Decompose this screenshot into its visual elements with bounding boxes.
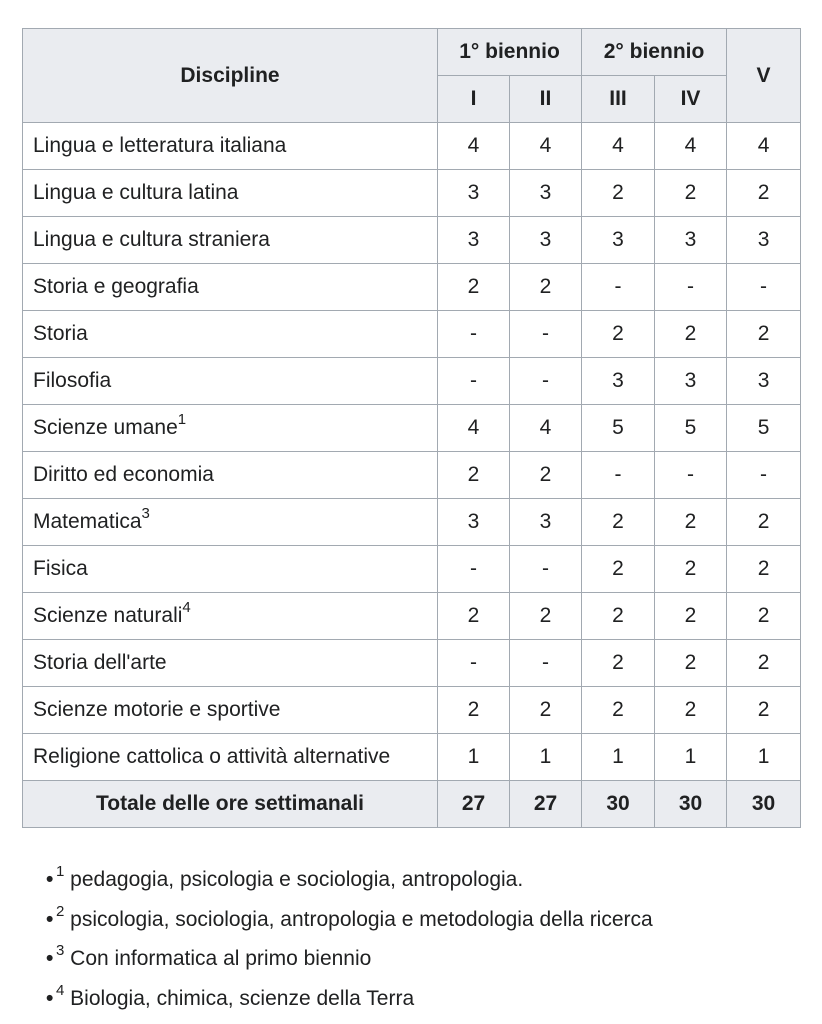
hours-cell: - [510, 640, 582, 687]
hours-cell: 2 [582, 593, 655, 640]
footnote-ref[interactable]: 4 [182, 599, 191, 616]
hours-cell: 2 [582, 687, 655, 734]
discipline-name: Lingua e cultura straniera [33, 228, 270, 251]
hours-cell: - [438, 640, 510, 687]
table-row [23, 217, 801, 264]
table-row [23, 358, 801, 405]
hours-cell: 4 [727, 123, 801, 170]
hours-cell: 4 [582, 123, 655, 170]
table-body [23, 123, 801, 781]
hours-cell: - [727, 452, 801, 499]
header-year-4: IV [655, 76, 727, 123]
discipline-cell [23, 499, 438, 546]
discipline-name: Religione cattolica o attività alternative [33, 745, 391, 768]
header-year-1: I [438, 76, 510, 123]
discipline-name: Scienze motorie e sportive [33, 698, 281, 721]
discipline-name: Storia [33, 322, 88, 345]
hours-cell: 2 [438, 264, 510, 311]
discipline-cell [23, 264, 438, 311]
discipline-cell [23, 405, 438, 452]
bullet-icon: • [46, 868, 54, 891]
discipline-name: Lingua e cultura latina [33, 181, 239, 204]
discipline-name: Lingua e letteratura italiana [33, 134, 287, 157]
hours-cell: 3 [727, 358, 801, 405]
hours-cell: 3 [655, 217, 727, 264]
hours-cell: 2 [727, 546, 801, 593]
total-value: 27 [438, 781, 510, 828]
total-value: 30 [727, 781, 801, 828]
hours-cell: 5 [582, 405, 655, 452]
hours-cell: 2 [510, 264, 582, 311]
table-row [23, 640, 801, 687]
hours-cell: 2 [582, 311, 655, 358]
discipline-cell [23, 640, 438, 687]
header-year-3: III [582, 76, 655, 123]
total-value: 30 [582, 781, 655, 828]
discipline-name: Scienze umane [33, 416, 178, 439]
hours-cell: 3 [582, 217, 655, 264]
hours-cell: - [655, 452, 727, 499]
table-row [23, 687, 801, 734]
footnote-ref[interactable]: 3 [141, 505, 150, 522]
hours-cell: 2 [655, 687, 727, 734]
hours-cell: 2 [582, 170, 655, 217]
hours-cell: 3 [438, 499, 510, 546]
hours-cell: 2 [727, 687, 801, 734]
table-row [23, 499, 801, 546]
header-year-2: II [510, 76, 582, 123]
curriculum-table [22, 28, 801, 828]
footnote-ref[interactable]: 1 [177, 411, 187, 428]
hours-cell: - [582, 264, 655, 311]
discipline-cell [23, 123, 438, 170]
discipline-name: Filosofia [33, 369, 112, 392]
discipline-name: Scienze naturali [33, 604, 183, 627]
hours-cell: 2 [727, 640, 801, 687]
discipline-name: Storia e geografia [33, 275, 199, 298]
table-row [23, 452, 801, 499]
hours-cell: 2 [510, 687, 582, 734]
footnote-number: 1 [56, 863, 65, 880]
hours-cell: 1 [582, 734, 655, 781]
table-row [23, 311, 801, 358]
hours-cell: 3 [438, 217, 510, 264]
table-row [23, 546, 801, 593]
hours-cell: - [438, 311, 510, 358]
hours-cell: 2 [438, 593, 510, 640]
footnote-text: psicologia, sociologia, antropologia e metodologia della ricerca [64, 907, 653, 931]
hours-cell: 4 [438, 405, 510, 452]
hours-cell: 2 [438, 687, 510, 734]
discipline-name: Diritto ed economia [33, 463, 214, 486]
bullet-icon: • [46, 907, 54, 931]
total-label: Totale delle ore settimanali [23, 781, 438, 828]
hours-cell: 2 [727, 311, 801, 358]
header-biennio-1: 1° biennio [438, 29, 582, 76]
discipline-cell [23, 311, 438, 358]
discipline-cell [23, 687, 438, 734]
hours-cell: 4 [655, 123, 727, 170]
hours-cell: - [438, 358, 510, 405]
table-row [23, 593, 801, 640]
hours-cell: 2 [655, 593, 727, 640]
discipline-cell [23, 734, 438, 781]
hours-cell: - [510, 546, 582, 593]
hours-cell: 3 [510, 170, 582, 217]
hours-cell: 3 [438, 170, 510, 217]
hours-cell: 4 [438, 123, 510, 170]
hours-cell: - [510, 311, 582, 358]
bullet-icon: • [46, 986, 54, 1010]
hours-cell: 2 [582, 546, 655, 593]
table-row [23, 170, 801, 217]
hours-cell: 1 [510, 734, 582, 781]
footnote-item [46, 862, 653, 902]
hours-cell: 3 [510, 499, 582, 546]
discipline-name: Fisica [33, 557, 88, 580]
hours-cell: 2 [655, 311, 727, 358]
table-row [23, 734, 801, 781]
total-row [23, 781, 801, 828]
footnote-number: 4 [56, 981, 65, 999]
discipline-cell [23, 217, 438, 264]
hours-cell: - [438, 546, 510, 593]
hours-cell: - [582, 452, 655, 499]
hours-cell: 3 [655, 358, 727, 405]
hours-cell: 1 [438, 734, 510, 781]
hours-cell: 2 [727, 499, 801, 546]
hours-cell: 2 [510, 452, 582, 499]
discipline-cell [23, 546, 438, 593]
table-row [23, 405, 801, 452]
footnote-item [46, 902, 653, 942]
hours-cell: 2 [727, 170, 801, 217]
hours-cell: 2 [655, 546, 727, 593]
discipline-cell [23, 170, 438, 217]
footnote-text: Con informatica al primo biennio [64, 947, 372, 970]
header-discipline: Discipline [23, 29, 438, 123]
footnote-number: 3 [56, 942, 65, 959]
hours-cell: 2 [727, 593, 801, 640]
hours-cell: 1 [655, 734, 727, 781]
hours-cell: - [727, 264, 801, 311]
hours-cell: 1 [727, 734, 801, 781]
discipline-cell [23, 358, 438, 405]
hours-cell: 5 [727, 405, 801, 452]
header-year-5: V [727, 29, 801, 123]
hours-cell: 4 [510, 123, 582, 170]
table-row [23, 123, 801, 170]
bullet-icon: • [46, 947, 54, 970]
hours-cell: - [510, 358, 582, 405]
hours-cell: 2 [655, 640, 727, 687]
discipline-cell [23, 452, 438, 499]
total-value: 27 [510, 781, 582, 828]
total-value: 30 [655, 781, 727, 828]
hours-cell: 2 [655, 499, 727, 546]
hours-cell: - [655, 264, 727, 311]
footnote-item [46, 941, 653, 981]
hours-cell: 4 [510, 405, 582, 452]
table-row [23, 264, 801, 311]
hours-cell: 3 [727, 217, 801, 264]
footnote-item [46, 981, 653, 1021]
hours-cell: 2 [438, 452, 510, 499]
discipline-name: Storia dell'arte [33, 651, 167, 674]
discipline-name: Matematica [33, 510, 142, 533]
footnote-number: 2 [56, 902, 65, 920]
hours-cell: 2 [582, 499, 655, 546]
hours-cell: 3 [582, 358, 655, 405]
hours-cell: 2 [510, 593, 582, 640]
hours-cell: 2 [655, 170, 727, 217]
discipline-cell [23, 593, 438, 640]
hours-cell: 2 [582, 640, 655, 687]
footnotes-list [46, 862, 653, 1020]
footnote-text: pedagogia, psicologia e sociologia, antropologia. [64, 868, 524, 891]
header-biennio-2: 2° biennio [582, 29, 727, 76]
hours-cell: 3 [510, 217, 582, 264]
hours-cell: 5 [655, 405, 727, 452]
footnote-text: Biologia, chimica, scienze della Terra [64, 986, 415, 1010]
